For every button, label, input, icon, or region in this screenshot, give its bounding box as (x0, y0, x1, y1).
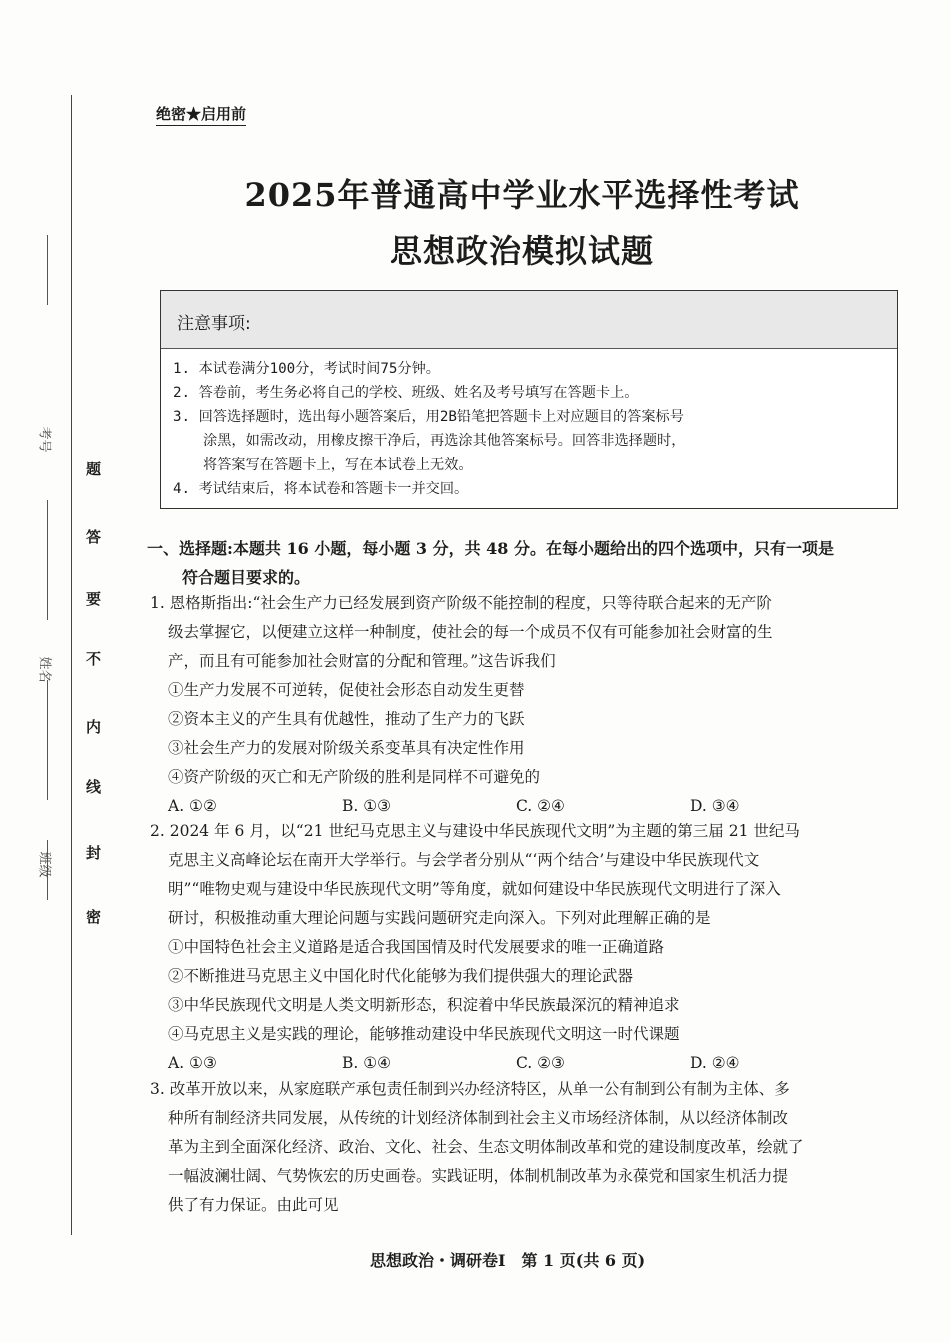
notice-item: 3. 回答选择题时，选出每小题答案后，用2B铅笔把答题卡上对应题目的答案标号 (173, 409, 684, 425)
question-stem: 级去掌握它，以便建立这样一种制度，使社会的每一个成员不仅有可能参加社会财富的生 (168, 623, 773, 641)
seal-char: 题 (86, 460, 102, 478)
question-stem: 2. 2024 年 6 月，以“21 世纪马克思主义与建设中华民族现代文明”为主题的第三届 21 世纪马 (150, 822, 800, 840)
exam-subtitle: 思想政治模拟试题 (389, 232, 654, 270)
question-1 (150, 589, 900, 821)
answer-choices (150, 1049, 900, 1078)
seal-char: 密 (86, 908, 102, 926)
choice-c: C. ②③ (516, 1054, 565, 1072)
notice-item: 1. 本试卷满分100分，考试时间75分钟。 (173, 361, 440, 377)
statement: ④资产阶级的灭亡和无产阶级的胜利是同样不可避免的 (168, 768, 541, 786)
dashed-divider (47, 235, 48, 305)
section-heading (147, 534, 899, 592)
question-stem: 供了有力保证。由此可见 (168, 1196, 339, 1214)
notice-item: 将答案写在答题卡上，写在本试卷上无效。 (203, 457, 473, 473)
choice-c: C. ②④ (516, 797, 565, 815)
statement: ①中国特色社会主义道路是适合我国国情及时代发展要求的唯一正确道路 (168, 938, 665, 956)
choice-d: D. ②④ (690, 1054, 740, 1072)
candidate-number-label: 考号 (36, 426, 52, 453)
question-stem: 明”“唯物史观与建设中华民族现代文明”等角度，就如何建设中华民族现代文明进行了深入 (168, 880, 781, 898)
choice-b: B. ①③ (342, 797, 392, 815)
seal-char: 线 (86, 778, 102, 796)
choice-a: A. ①② (168, 797, 217, 815)
question-2 (150, 817, 900, 1078)
name-label: 姓名 (36, 656, 52, 683)
section-heading-line: 符合题目要求的。 (182, 568, 311, 587)
binding-line (71, 95, 72, 1235)
choice-d: D. ③④ (690, 797, 740, 815)
seal-char: 答 (86, 528, 102, 546)
notice-box (160, 290, 898, 509)
question-stem: 一幅波澜壮阔、气势恢宏的历史画卷。实践证明，体制机制改革为永葆党和国家生机活力提 (168, 1167, 789, 1185)
statement: ②不断推进马克思主义中国化时代化能够为我们提供强大的理论武器 (168, 967, 634, 985)
question-stem: 克思主义高峰论坛在南开大学举行。与会学者分别从“‘两个结合’与建设中华民族现代文 (168, 851, 760, 869)
statement: ④马克思主义是实践的理论，能够推动建设中华民族现代文明这一时代课题 (168, 1025, 680, 1043)
section-heading-line: 一、选择题:本题共 16 小题，每小题 3 分，共 48 分。在每小题给出的四个选项中，只有一项是 (147, 539, 834, 558)
dashed-divider (47, 500, 48, 620)
dashed-divider (47, 680, 48, 800)
notice-list (173, 357, 889, 501)
seal-char: 要 (86, 590, 102, 608)
exam-title: 2025年普通高中学业水平选择性考试 (244, 176, 800, 214)
notice-item: 涂黑，如需改动，用橡皮擦干净后，再选涂其他答案标号。回答非选择题时， (203, 433, 686, 449)
statement: ③中华民族现代文明是人类文明新形态，积淀着中华民族最深沉的精神追求 (168, 996, 680, 1014)
seal-char: 封 (86, 844, 102, 862)
question-stem: 革为主到全面深化经济、政治、文化、社会、生态文明体制改革和党的建设制度改革，绘就了 (168, 1138, 804, 1156)
statement: ②资本主义的产生具有优越性，推动了生产力的飞跃 (168, 710, 525, 728)
notice-header (161, 291, 897, 349)
statement: ①生产力发展不可逆转，促使社会形态自动发生更替 (168, 681, 525, 699)
question-stem: 种所有制经济共同发展，从传统的计划经济体制到社会主义市场经济体制，从以经济体制改 (168, 1109, 789, 1127)
seal-char: 不 (86, 650, 102, 668)
page-footer: 思想政治・调研卷Ⅰ 第 1 页(共 6 页) (370, 1251, 646, 1270)
question-3 (150, 1075, 900, 1220)
class-label: 班级 (36, 851, 52, 878)
notice-item: 2. 答卷前，考生务必将自己的学校、班级、姓名及考号填写在答题卡上。 (173, 385, 639, 401)
statement: ③社会生产力的发展对阶级关系变革具有决定性作用 (168, 739, 525, 757)
seal-char: 内 (86, 718, 102, 736)
question-stem: 研讨，积极推动重大理论问题与实践问题研究走向深入。下列对此理解正确的是 (168, 909, 711, 927)
choice-b: B. ①④ (342, 1054, 392, 1072)
question-stem: 产，而且有可能参加社会财富的分配和管理。”这告诉我们 (168, 652, 556, 670)
question-stem: 3. 改革开放以来，从家庭联产承包责任制到兴办经济特区，从单一公有制到公有制为主体、多 (150, 1080, 790, 1098)
question-stem: 1. 恩格斯指出:“社会生产力已经发展到资产阶级不能控制的程度，只等待联合起来的无产阶 (150, 594, 772, 612)
choice-a: A. ①③ (168, 1054, 217, 1072)
notice-heading: 注意事项: (177, 314, 251, 334)
confidential-mark: 绝密★启用前 (156, 103, 246, 126)
notice-item: 4. 考试结束后，将本试卷和答题卡一并交回。 (173, 481, 469, 497)
